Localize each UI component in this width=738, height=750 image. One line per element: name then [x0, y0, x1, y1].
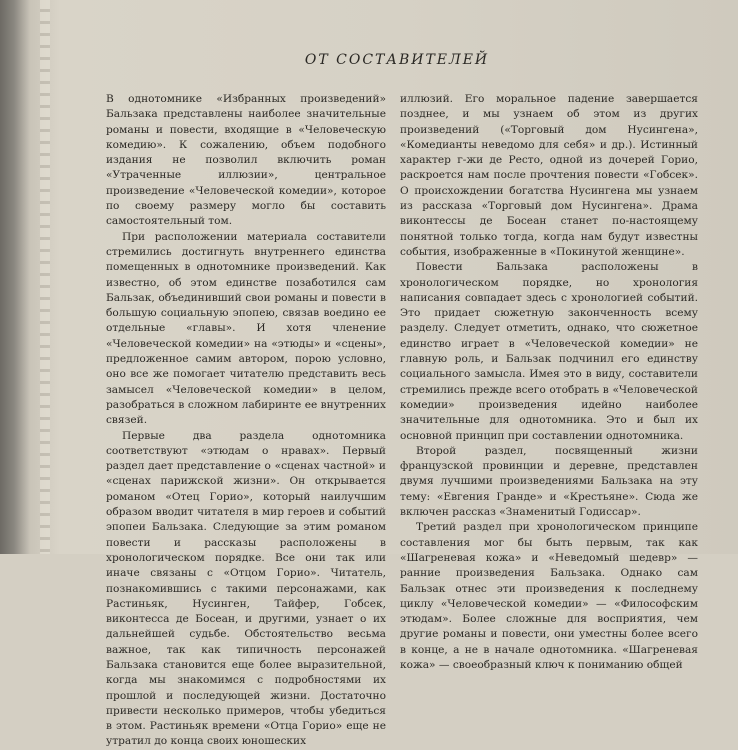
right-column [400, 92, 698, 673]
paragraph: Первые два раздела однотомника соответствуют «этюдам о нравах». Первый раздел дает представление о «сценах частной» и «сценах парижской жизни». Он открывается романом «Отец Горио», который наилучшим образом вводит читателя в мир героев и событий эпопеи Бальзака. Следующие за этим романом повести и рассказы расположены в хронологическом порядке. Все они так или иначе связаны с «Отцом Горио». Читатель, познакомившись с такими персонажами, как Растиньяк, Нусинген, Тайфер, Гобсек, виконтесса де Босеан, и другими, узнает о их дальнейшей судьбе. Обстоятельство весьма важное, так как типичность персонажей Бальзака становится еще более выразительной, когда мы знакомимся с подробностями их прошлой и последующей жизни. Достаточно привести несколько примеров, чтобы убедиться в этом. Растиньяк времени «Отца Горио» еще не утратил до конца своих юношеских [106, 429, 386, 748]
paragraph: иллюзий. Его моральное падение завершается позднее, и мы узнаем об этом из других произведений («Торговый дом Нусингена», «Комедианты неведомо для себя» и др.). Истинный характер г-жи де Ресто, одной из дочерей Горио, раскроется нам после прочтения повести «Гобсек». О происхождении богатства Нусингена мы узнаем из рассказа «Торговый дом Нусингена». Драма виконтессы де Босеан станет по-настоящему понятной только тогда, когда нам будут известны события, изображенные в «Покинутой женщине». [400, 93, 698, 258]
paragraph: Повести Бальзака расположены в хронологическом порядке, но хронология написания совпадает здесь с хронологией событий. Это придает сюжетную законченность всему разделу. Следует отметить, однако, что сюжетное единство играет в «Человеческой комедии» не главную роль, и Бальзак подчинил его единству социального замысла. Имея это в виду, составители стремились прежде всего отобрать в «Человеческой комедии» произведения идейно наиболее значительные для однотомника. Это и был их основной принцип при составлении однотомника. [400, 261, 698, 442]
paragraph: Второй раздел, посвященный жизни французской провинции и деревне, представлен двумя лучшими произведениями Бальзака на эту тему: «Евгения Гранде» и «Крестьяне». Сюда же включен рассказ «Знаменитый Годиссар». [400, 444, 698, 519]
paragraph: В однотомнике «Избранных произведений» Бальзака представлены наиболее значительные романы и повести, входящие в «Человеческую комедию». К сожалению, объем подобного издания не позволил включить роман «Утраченные иллюзии», центральное произведение «Человеческой комедии», которое по своему размеру могло бы составить самостоятельный том. [106, 93, 386, 228]
paragraph: При расположении материала составители стремились достигнуть внутреннего единства помещенных в однотомнике произведений. Как известно, об этом единстве позаботился сам Бальзак, объединивший свои романы и повести в большую социальную эпопею, связав воедино ее отдельные «главы». И хотя членение «Человеческой комедии» на «этюды» и «сцены», предложенное самим автором, порою условно, оно все же помогает читателю представить весь замысел «Человеческой комедии» в целом, разобраться в сложном лабиринте ее внутренних связей. [106, 230, 386, 427]
paragraph: Третий раздел при хронологическом принципе составления мог бы быть первым, так как «Шагреневая кожа» и «Неведомый шедевр» — ранние произведения Бальзака. Однако сам Бальзак отнес эти произведения к последнему циклу «Человеческой комедии» — «Философским этюдам». Более сложные для восприятия, чем другие романы и повести, они уместны более всего в конце, а не в начале однотомника. «Шагреневая кожа» — своеобразный ключ к пониманию общей [400, 521, 698, 671]
left-column [106, 92, 386, 750]
page-title: ОТ СОСТАВИТЕЛЕЙ [304, 52, 490, 68]
binding-gutter [40, 0, 50, 554]
